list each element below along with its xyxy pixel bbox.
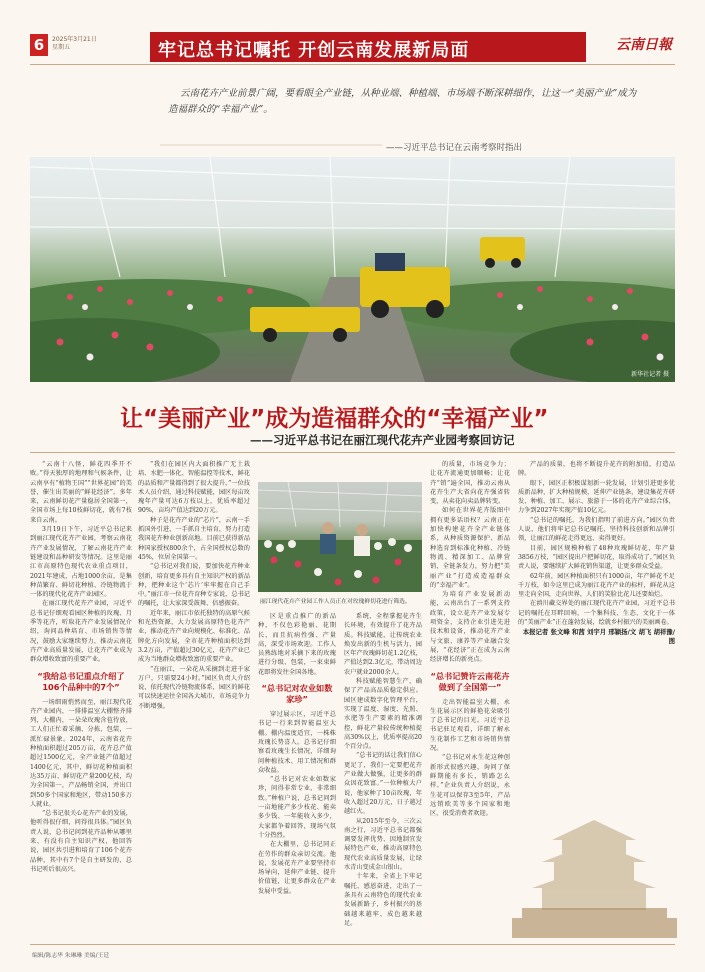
photo-caption: 丽江现代花卉产业园工作人员正在对玫瑰鲜切花进行筛选。: [260, 599, 411, 605]
article-column-4: [344, 612, 422, 940]
paragraph: 眼下，园区正积极谋划新一轮发展，计划引进更多优质新品种，扩大种植规模，延伸产业链条，建设集花卉研发、种植、加工、展示、旅游于一体的花卉产业综合体，力争到2027年实现产值10亿元。: [518, 479, 675, 515]
article-column-2: [138, 460, 250, 940]
main-headline: 让“美丽产业”成为造福群众的“幸福产业”: [120, 406, 549, 432]
section-heading: “我给总书记重点介绍了106个品种中的7个”: [37, 670, 125, 692]
section-heading: “总书记赞许云南花卉做到了全国第一”: [430, 670, 510, 692]
hero-photo-credit: 新华社记者 摄: [631, 371, 669, 378]
paragraph: 为培育产业发展新动能，云南出台了一系列支持政策，设立花卉产业发展专项资金，支持企业引进先进技术和设备，推动花卉产业与文旅、康养等产业融合发展，“花经济”正在成为云南经济增长的新亮点。: [430, 591, 510, 664]
flower-sorting-illustration: [258, 482, 422, 592]
paragraph: 的质量，市场竞争力；让花卉流通更加顺畅；让花卉“销”遍全国，推动云南从花卉生产大省向花卉强省转变，从卖花向卖品牌转变。: [430, 461, 510, 506]
section-heading: “总书记对农业如数家珍”: [261, 683, 333, 705]
paragraph: 科技赋能智慧生产，确保了产品高品质稳定供应。园区建成数字化管理平台，实现了温度、湿度、光照、水肥等生产要素的精准调控，鲜花产量较传统种植提高30%以上，优质率提高20个百分点。: [344, 678, 422, 751]
paragraph: “总书记的话让我们信心更足了，我们一定要把花卉产业做大做强，让更多的群众因花致富。”一位种植大户说，他家种了10亩玫瑰，年收入超过20万元，日子越过越红火。: [344, 752, 422, 816]
paragraph: 一场细雨悄然而至，丽江现代花卉产业园内，一排排温室大棚整齐排列，大棚内，一朵朵玫瑰含苞待放，工人们正忙着采摘、分拣、包装，一派忙碌景象。2024年，云南省花卉种植面积超过205万亩，花卉总产值超过1500亿元，全产业链产值超过1400亿元，其中，鲜切花种植面积达35万亩、鲜切花产量200亿枝，均为全国第一，产品畅销全国，并出口到50多个国家和地区，带动150多万人就业。: [30, 698, 132, 808]
article-column-6: [518, 460, 675, 785]
issue-date: 2025年3月21日 星期五: [52, 36, 97, 51]
paragraph: 系统，全程掌握花卉生长环境，有效提升了花卉品质。科技赋能，让传统农业焕发出新的生机与活力，园区年产玫瑰鲜切花1.2亿枝，产值达到2.3亿元，带动周边农户就业2000余人。: [344, 613, 422, 676]
paragraph: “总书记很关心花卉产业的发展，他听得很仔细，问得很具体。”园区负责人说，总书记问到花卉品种从哪里来、有没有自主知识产权，他回答说，园区共引进和培育了106个花卉品种，其中有7个是自主研发的，总书记听后很高兴。: [30, 810, 132, 873]
banner-title: 牢记总书记嘱托 开创云南发展新局面: [158, 40, 470, 61]
paragraph: “总书记对农业如数家珍，问得非常专业、非常细致。”种植户说，总书记问到一亩地能产多少枝花、能卖多少钱、一年能收入多少，大家都争着回答，现场气氛十分热烈。: [258, 776, 336, 839]
lead-quote: 云南花卉产业前景广阔，要看眼全产业链，从种业端、种植端、市场端不断深耕细作，让这一“美丽产业”成为造福群众的“幸福产业”。: [168, 88, 637, 115]
paragraph: “总书记的嘱托，为我们指明了前进方向。”园区负责人说，他们将牢记总书记嘱托，坚持科技创新和品牌引领，让丽江的鲜花走得更远、卖得更好。: [518, 516, 675, 543]
sub-headline: ——习近平总书记在丽江现代花卉产业园考察回访记: [250, 433, 515, 447]
paragraph: 3月19日下午，习近平总书记来到丽江现代花卉产业园，考察云南花卉产业发展情况，了解云南花卉产业链建设和品种研发等情况。这里是丽江市高原特色现代农业重点项目，2021年建成，占地1000余亩，是集种苗繁育、鲜切花种植、冷链物流于一体的现代化花卉产业园区。: [30, 526, 132, 599]
paragraph: 62年前，园区种植面积只有1000亩，年产鲜花不足千万枝，如今这里已成为丽江花卉产业的标杆，鲜花从这里走向全国，走向世界，人们的笑脸比花儿还要灿烂。: [518, 572, 675, 599]
paragraph: 近年来，丽江市依托独特的高原气候和光热资源，大力发展高原特色花卉产业，推动花卉产业向规模化、标准化、品牌化方向发展，全市花卉种植面积达到3.2万亩，产值超过30亿元，花卉产业已成为当地群众增收致富的重要产业。: [138, 609, 250, 664]
quote-source: ——习近平总书记在云南考察时指出: [386, 143, 523, 153]
paragraph: 走出智能温室大棚，永生花展示区的鲜艳花朵吸引了总书记的目光。习近平总书记驻足观看，详细了解永生花制作工艺和市场销售情况。: [430, 698, 510, 753]
paragraph: 在丽江现代花卉产业园，习近平总书记仔细观看园区种植的玫瑰、月季等花卉，听取花卉产业发展情况介绍，询问品种培育、市场销售等情况，鼓励大家继续努力，推动云南花卉产业高质量发展，让花卉产业成为群众增收致富的重要产业。: [30, 600, 132, 664]
paragraph: 从2015年至今，三次云南之行，习近平总书记都强调要发挥优势、因地制宜发展特色产业，推动高原特色现代农业高质量发展，让绿水青山变成金山银山。: [344, 817, 422, 872]
paragraph: “总书记对永生花这种创新形式很感兴趣，询问了保鲜期能有多长，销路怎么样。”企业负责人介绍说，永生花可以保存3至5年，产品远销欧美等多个国家和地区，很受消费者欢迎。: [430, 754, 510, 818]
paragraph: “我们在园区内大面积推广无土栽培、水肥一体化、智能温控等技术，鲜花的品质和产量都得到了很大提升。”一位技术人员介绍，通过科技赋能，园区每亩玫瑰年产量可达6万枝以上，优质率超过90%，亩均产值达到20万元。: [138, 461, 250, 515]
article-column-3: [258, 612, 336, 940]
paragraph: “在丽江，一朵花从采摘到走进千家万户，只需要24小时。”园区负责人介绍说，依托现代冷链物流体系，园区的鲜花可以快速运往全国各大城市，市场竞争力不断增强。: [138, 665, 250, 710]
paragraph: “总书记对我们说，要加快花卉种业创新，培育更多具有自主知识产权的新品种，把种业这个‘芯片’牢牢握在自己手中。”丽江市一位花卉育种专家说，总书记的嘱托，让大家深受鼓舞、倍感振奋。: [138, 563, 250, 608]
header-divider: [30, 64, 675, 65]
paragraph: 在滇川藏交界处的丽江现代花卉产业园，习近平总书记的嘱托在耳畔回响，一个集科技、生态、文化于一体的“美丽产业”正在蓬勃发展，绘就乡村振兴的美丽画卷。: [518, 600, 675, 627]
footer-divider: [30, 944, 675, 945]
paragraph: 种子是花卉产业的“芯片”，云南一手抓国外引进，一手抓自主培育，努力打造我国花卉种业创新高地。目前已获得新品种国家授权800余个，占全国授权总数的45%，位居全国第一。: [138, 516, 250, 561]
editor-credits: 编辑/陈志华 朱琳琳 美编/王廷: [32, 953, 110, 959]
headline-divider: [30, 452, 675, 453]
paragraph: “云南十八怪，鲜花四季开不败。”得天独厚的地理和气候条件，让云南享有“植物王国”“世界花园”的美誉，催生出美丽的“鲜花经济”。多年来，云南鲜切花产量稳居全国第一，全国市场上每10枝鲜切花，就有7枝来自云南。: [30, 461, 132, 524]
paragraph: 如何在世界花卉版图中拥有更多话语权？云南正在加快构建花卉全产业链体系，从种质资源保护、新品种选育到标准化种植、冷链物流、精深加工、品牌营销，全链条发力，努力把“美丽产业”打造成造福群众的“幸福产业”。: [430, 507, 510, 589]
byline: 本报记者 张文峰 和茜 刘宇月 邢颖扬/文 胡飞 胡祥豫/图: [522, 628, 675, 646]
greenhouse-illustration: [30, 157, 675, 382]
paragraph: 十年来，全省上下牢记嘱托、感恩奋进，走出了一条具有云南特色的现代农业发展新路子，乡村振兴的基础越来越牢、成色越来越足。: [344, 873, 422, 927]
page-header: [0, 0, 705, 70]
newspaper-logo: 云南日報: [616, 37, 672, 53]
hero-photo: [30, 157, 675, 382]
page-number: 6: [30, 34, 48, 56]
article-column-5: [430, 460, 510, 940]
paragraph: 在大棚里，总书记同正在劳作的群众亲切交流。他说，发展花卉产业要坚持市场导向，延伸产业链、提升价值链，让更多群众在产业发展中受益。: [258, 841, 336, 895]
paragraph: 穿过展示区，习近平总书记一行来到智能温室大棚。棚内温度适宜，一株株玫瑰长势喜人。总书记仔细察看玫瑰生长情况，详细询问种植技术、用工情况和群众收益。: [258, 711, 336, 774]
quote-decoration: [160, 142, 382, 148]
temple-decoration-image: [512, 790, 677, 938]
paragraph: 目前，园区规模种植了48种玫瑰鲜切花，年产量3856万枝，“园区提出户把鲜切花，取得成功了，”园区负责人说，要继续扩大鲜花销售渠道，让更多群众受益。: [518, 544, 675, 571]
paragraph: 产品的质量，也将不断提升花卉的附加值，打造品牌。: [518, 461, 675, 478]
article-column-1: [30, 460, 132, 940]
paragraph: 区是重点推广的新品种，不仅色彩艳丽、花期长，而且抗病性强、产量高，深受市场欢迎。工作人员熟练地对采摘下来的玫瑰进行分级、包装，一束束鲜花即将发往全国各地。: [258, 613, 336, 676]
sorting-photo: [258, 482, 422, 592]
